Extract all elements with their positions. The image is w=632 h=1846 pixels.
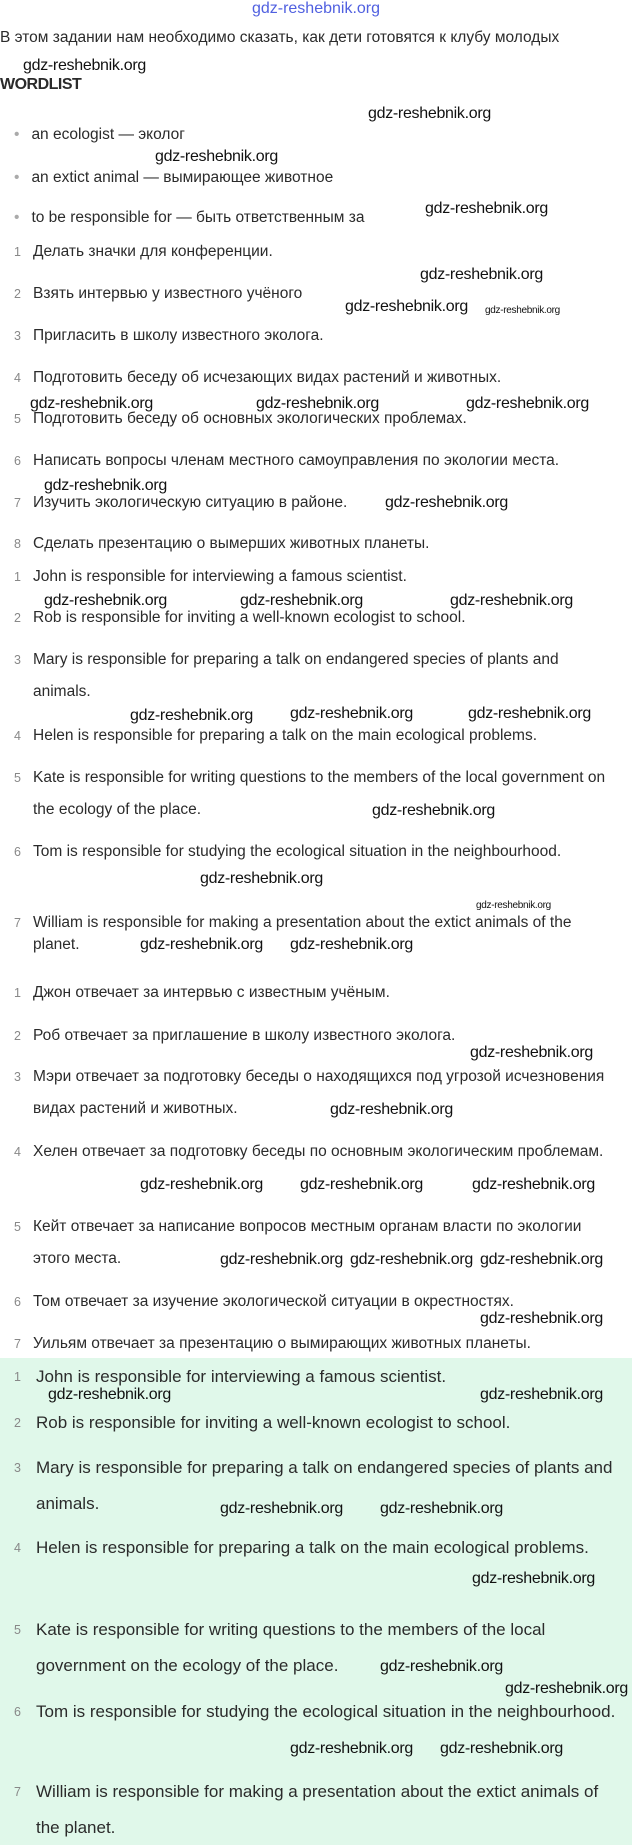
item-number: 2 [14, 287, 21, 301]
item-text: Подготовить беседу об исчезающих видах растений и животных. [33, 369, 502, 386]
wordlist-item [14, 209, 364, 227]
watermark: gdz-reshebnik.org [44, 477, 167, 494]
answer-ru-item [0, 1061, 620, 1125]
watermark: gdz-reshebnik.org [440, 1740, 563, 1757]
watermark: gdz-reshebnik.org [290, 1740, 413, 1757]
item-text: Делать значки для конференции. [33, 243, 273, 260]
watermark: gdz-reshebnik.org [380, 1500, 503, 1517]
item-text: Роб отвечает за приглашение в школу известного эколога. [33, 1027, 456, 1044]
task-item [0, 320, 620, 352]
watermark: gdz-reshebnik.org [350, 1251, 473, 1268]
item-text: Kate is responsible for writing questions to the members of the local government on the ecology of the place. [33, 769, 606, 818]
watermark: gdz-reshebnik.org [480, 1386, 603, 1403]
watermark: gdz-reshebnik.org [380, 1658, 503, 1675]
watermark: gdz-reshebnik.org [48, 1386, 171, 1403]
answer-en-item [0, 644, 620, 708]
item-text: Helen is responsible for preparing a talk on the main ecological problems. [36, 1538, 589, 1557]
watermark: gdz-reshebnik.org [30, 395, 153, 412]
item-text: William is responsible for making a presentation about the extict animals of the planet. [36, 1782, 599, 1837]
item-number: 1 [14, 570, 21, 584]
item-text: Мэри отвечает за подготовку беседы о находящихся под угрозой исчезновения видах растений и животных. [33, 1068, 605, 1117]
item-number: 5 [14, 1623, 21, 1637]
final-answer-item [0, 1774, 620, 1846]
item-number: 3 [14, 1461, 21, 1475]
watermark: gdz-reshebnik.org [468, 705, 591, 722]
item-text: Уильям отвечает за презентацию о вымирающих животных планеты. [33, 1335, 531, 1352]
item-number: 6 [14, 845, 21, 859]
answer-ru-item [0, 1136, 620, 1168]
item-text: Хелен отвечает за подготовку беседы по основным экологическим проблемам. [33, 1143, 604, 1160]
wordlist-text: an extict animal — вымирающее животное [31, 169, 334, 186]
watermark: gdz-reshebnik.org [480, 1251, 603, 1268]
watermark: gdz-reshebnik.org [23, 57, 146, 74]
watermark: gdz-reshebnik.org [480, 1310, 603, 1327]
item-text: Джон отвечает за интервью с известным учёным. [33, 984, 390, 1001]
watermark: gdz-reshebnik.org [300, 1176, 423, 1193]
item-text: John is responsible for interviewing a famous scientist. [36, 1367, 447, 1386]
item-text: Rob is responsible for inviting a well-known ecologist to school. [33, 609, 466, 626]
item-number: 8 [14, 537, 21, 551]
item-text: Кейт отвечает за написание вопросов местным органам власти по экологии этого места. [33, 1218, 582, 1267]
watermark: gdz-reshebnik.org [476, 900, 551, 911]
watermark: gdz-reshebnik.org [345, 298, 468, 315]
answer-ru-item [0, 1328, 620, 1360]
item-number: 5 [14, 412, 21, 426]
watermark: gdz-reshebnik.org [372, 802, 495, 819]
item-number: 4 [14, 1541, 21, 1555]
item-number: 5 [14, 771, 21, 785]
answer-en-item [0, 836, 620, 868]
item-number: 7 [14, 916, 21, 930]
watermark: gdz-reshebnik.org [220, 1251, 343, 1268]
item-number: 3 [14, 329, 21, 343]
watermark: gdz-reshebnik.org [385, 494, 508, 511]
item-number: 1 [14, 1370, 21, 1384]
item-text: Kate is responsible for writing questions to the members of the local government on the ecology of the place. [36, 1620, 546, 1675]
item-text: Tom is responsible for studying the ecological situation in the neighbourhood. [36, 1702, 616, 1721]
final-answer-item [0, 1612, 620, 1684]
item-number: 3 [14, 653, 21, 667]
item-text: Mary is responsible for preparing a talk on endangered species of plants and animals. [36, 1458, 613, 1513]
answer-en-item [0, 561, 620, 593]
wordlist-item [14, 169, 333, 187]
task-item [0, 528, 620, 560]
watermark-header[interactable]: gdz-reshebnik.org [251, 0, 381, 17]
item-number: 7 [14, 1337, 21, 1351]
item-text: Подготовить беседу об основных экологических проблемах. [33, 410, 467, 427]
watermark: gdz-reshebnik.org [505, 1680, 628, 1697]
item-text: Rob is responsible for inviting a well-known ecologist to school. [36, 1413, 511, 1432]
watermark: gdz-reshebnik.org [290, 705, 413, 722]
task-item [0, 362, 620, 394]
item-number: 4 [14, 371, 21, 385]
watermark: gdz-reshebnik.org [466, 395, 589, 412]
item-text: Пригласить в школу известного эколога. [33, 327, 324, 344]
watermark: gdz-reshebnik.org [290, 936, 413, 953]
item-number: 6 [14, 1295, 21, 1309]
item-text: Изучить экологическую ситуацию в районе. [33, 494, 348, 511]
item-text: Том отвечает за изучение экологической ситуации в окрестностях. [33, 1293, 514, 1310]
item-number: 2 [14, 1029, 21, 1043]
watermark: gdz-reshebnik.org [470, 1044, 593, 1061]
task-item [0, 445, 620, 477]
watermark: gdz-reshebnik.org [472, 1176, 595, 1193]
item-number: 2 [14, 1416, 21, 1430]
bullet-icon: • [14, 209, 20, 226]
watermark: gdz-reshebnik.org [485, 305, 560, 316]
item-number: 4 [14, 1145, 21, 1159]
item-number: 3 [14, 1070, 21, 1084]
watermark: gdz-reshebnik.org [200, 870, 323, 887]
answer-en-item [0, 762, 620, 826]
watermark: gdz-reshebnik.org [44, 592, 167, 609]
bullet-icon: • [14, 126, 20, 143]
item-text: Взять интервью у известного учёного [33, 285, 303, 302]
watermark: gdz-reshebnik.org [420, 266, 543, 283]
final-answer-item [0, 1694, 620, 1730]
item-number: 1 [14, 986, 21, 1000]
item-text: Tom is responsible for studying the ecological situation in the neighbourhood. [33, 843, 562, 860]
item-text: Сделать презентацию о вымерших животных планеты. [33, 535, 430, 552]
watermark: gdz-reshebnik.org [472, 1570, 595, 1587]
final-answer-item [0, 1405, 620, 1441]
item-number: 6 [14, 1705, 21, 1719]
watermark: gdz-reshebnik.org [425, 200, 548, 217]
watermark: gdz-reshebnik.org [368, 105, 491, 122]
item-number: 4 [14, 729, 21, 743]
item-text: William is responsible for making a presentation about the extict animals of the planet. [33, 914, 572, 953]
intro-text: В этом задании нам необходимо сказать, как дети готовятся к клубу молодых [0, 29, 560, 46]
item-text: Helen is responsible for preparing a talk on the main ecological problems. [33, 727, 538, 744]
item-text: Написать вопросы членам местного самоуправления по экологии места. [33, 452, 560, 469]
watermark: gdz-reshebnik.org [140, 936, 263, 953]
task-item [0, 236, 620, 268]
watermark: gdz-reshebnik.org [155, 148, 278, 165]
watermark: gdz-reshebnik.org [256, 395, 379, 412]
item-number: 1 [14, 245, 21, 259]
answer-en-item [0, 720, 620, 752]
item-number: 5 [14, 1220, 21, 1234]
wordlist-heading: WORDLIST [0, 76, 82, 93]
watermark: gdz-reshebnik.org [330, 1101, 453, 1118]
wordlist-text: an ecologist — эколог [31, 126, 185, 143]
wordlist-item [14, 126, 185, 144]
bullet-icon: • [14, 169, 20, 186]
wordlist-text: to be responsible for — быть ответственным за [31, 209, 365, 226]
watermark: gdz-reshebnik.org [450, 592, 573, 609]
item-text: John is responsible for interviewing a famous scientist. [33, 568, 407, 585]
item-text: Mary is responsible for preparing a talk on endangered species of plants and animals. [33, 651, 559, 700]
item-number: 2 [14, 611, 21, 625]
final-answer-item [0, 1530, 620, 1566]
item-number: 6 [14, 454, 21, 468]
watermark: gdz-reshebnik.org [130, 707, 253, 724]
watermark: gdz-reshebnik.org [240, 592, 363, 609]
answer-ru-item [0, 977, 620, 1009]
item-number: 7 [14, 1785, 21, 1799]
watermark: gdz-reshebnik.org [220, 1500, 343, 1517]
watermark: gdz-reshebnik.org [140, 1176, 263, 1193]
item-number: 7 [14, 496, 21, 510]
